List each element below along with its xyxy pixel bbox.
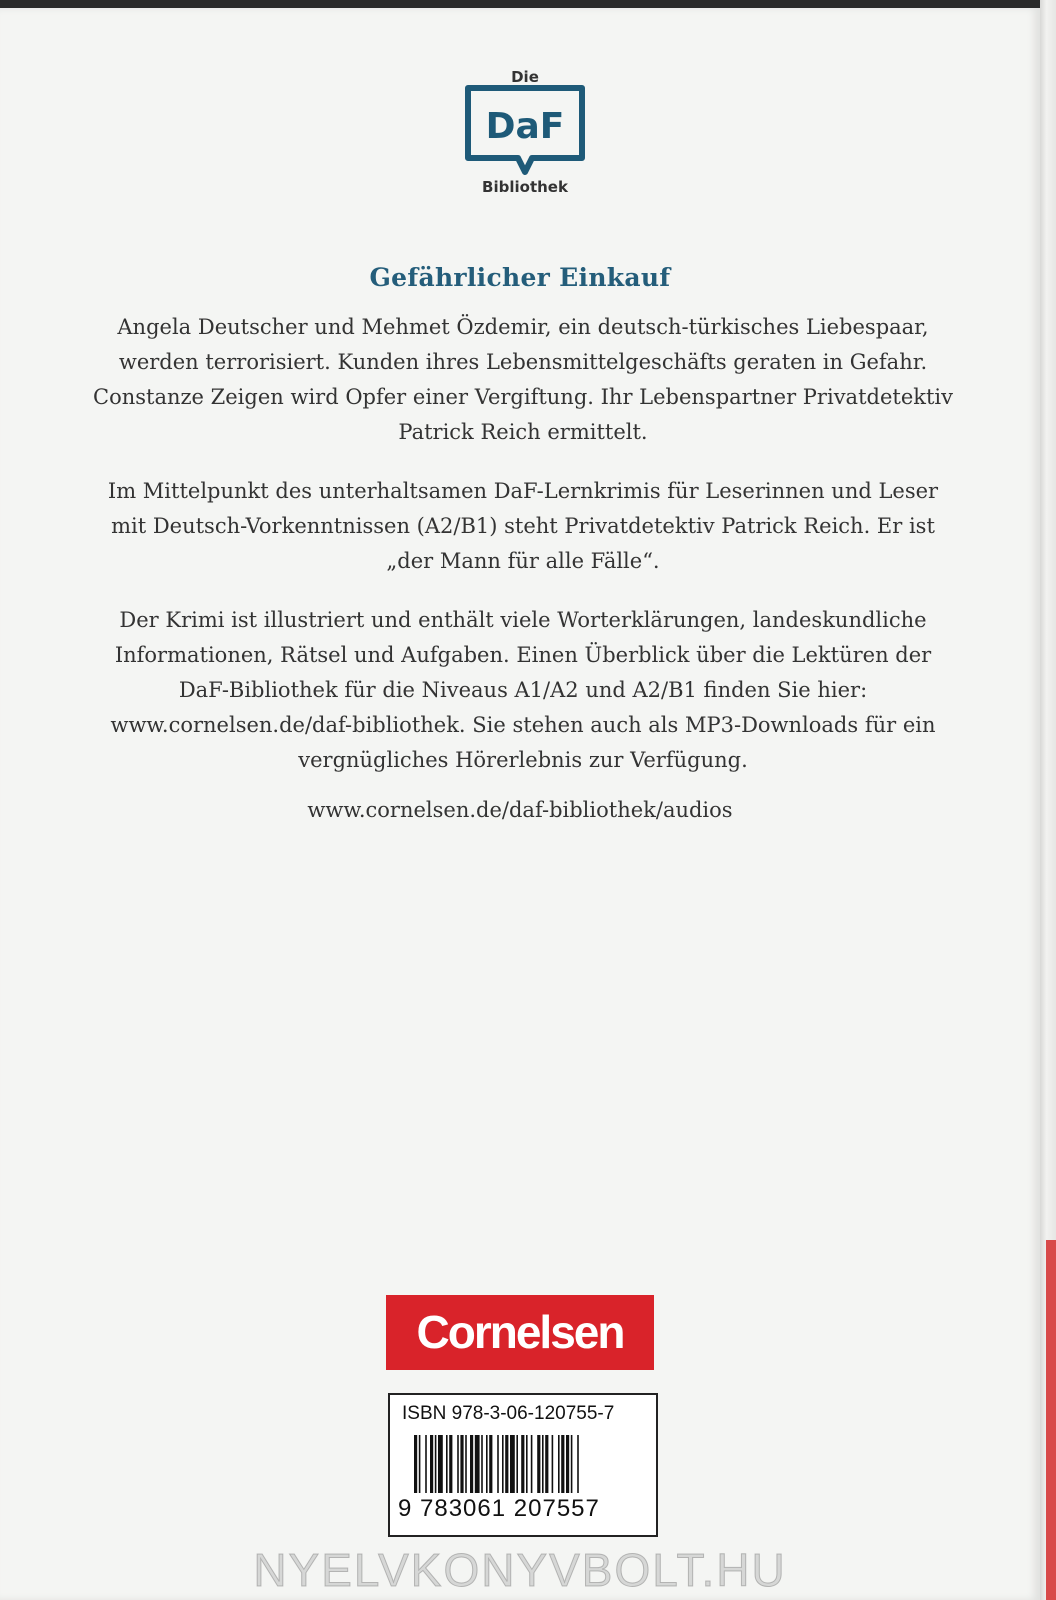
barcode-bar — [558, 1435, 560, 1493]
publisher-logo: Cornelsen — [386, 1295, 654, 1370]
barcode-box — [388, 1393, 658, 1537]
logo-main-text: DaF — [485, 106, 565, 147]
barcode-number: 9 783061 207557 — [398, 1495, 600, 1522]
barcode-bar — [505, 1435, 508, 1493]
barcode-bar — [537, 1435, 540, 1493]
barcode-bar — [571, 1435, 573, 1493]
barcode-bar — [489, 1435, 492, 1493]
barcode-bar — [531, 1435, 533, 1493]
barcode-bar — [470, 1435, 473, 1493]
barcode-bar — [430, 1435, 433, 1493]
barcode-bar — [545, 1435, 548, 1493]
book-icon — [460, 80, 590, 180]
barcode-bar — [577, 1435, 579, 1493]
barcode-bar — [435, 1435, 437, 1493]
blurb-paragraph-2: Im Mittelpunkt des unterhaltsamen DaF-Lernkrimis für Leserinnen und Leser mit Deutsch-Vorkenntnissen (A2/B1) steht Privatdetektiv Patrick Reich. Er ist „der Mann für alle Fälle“. — [107, 479, 939, 573]
barcode-bar — [521, 1435, 524, 1493]
barcode-bar — [475, 1435, 480, 1493]
barcode-bar — [457, 1435, 459, 1493]
barcode-bar — [526, 1435, 528, 1493]
barcode-bar — [561, 1435, 564, 1493]
barcode-bar — [502, 1435, 504, 1493]
barcode-bar — [516, 1435, 518, 1493]
barcode-bar — [465, 1435, 467, 1493]
barcode-bar — [414, 1435, 417, 1493]
barcode-bar — [425, 1435, 427, 1493]
isbn-text: ISBN 978-3-06-120755-7 — [402, 1403, 615, 1424]
barcode-bar — [542, 1435, 544, 1493]
barcode-bar — [438, 1435, 443, 1493]
book-back-cover — [0, 8, 1040, 1600]
barcode — [414, 1435, 634, 1495]
barcode-bar — [566, 1435, 569, 1493]
logo-bottom-text: Bibliothek — [482, 178, 568, 196]
audio-url: www.cornelsen.de/daf-bibliothek/audios — [307, 798, 733, 822]
daf-bibliothek-logo — [460, 60, 590, 200]
barcode-bar — [419, 1435, 421, 1493]
barcode-bar — [446, 1435, 448, 1493]
barcode-bar — [449, 1435, 452, 1493]
logo-top-text: Die — [511, 68, 539, 86]
watermark-text: NYELVKONYVBOLT.HU — [253, 1544, 787, 1596]
blurb-paragraph-3: Der Krimi ist illustriert und enthält viele Worterklärungen, landeskundliche Informationen, Rätsel und Aufgaben. Einen Überblick über die Lektüren der DaF-Bibliothek für die Niveaus A1/A2 und A2/B1 finden Sie hier: www.cornelsen.de/daf-bibliothek. Sie stehen auch als MP3-Downloads für ein vergnügliches Hörerlebnis zur Verfügung. — [110, 608, 936, 772]
barcode-bar — [481, 1435, 483, 1493]
barcode-bar — [510, 1435, 515, 1493]
barcode-bar — [486, 1435, 488, 1493]
barcode-bar — [552, 1435, 554, 1493]
blurb-paragraph-1: Angela Deutscher und Mehmet Özdemir, ein deutsch-türkisches Liebespaar, werden terrorisiert. Kunden ihres Lebensmittelgeschäfts geraten in Gefahr. Constanze Zeigen wird Opfer einer Vergiftung. Ihr Lebenspartner Privatdetektiv Patrick Reich ermittelt. — [93, 315, 953, 444]
page-edge-red-strip — [1046, 1240, 1056, 1600]
book-title: Gefährlicher Einkauf — [369, 263, 671, 292]
barcode-bar — [460, 1435, 463, 1493]
barcode-bar — [497, 1435, 499, 1493]
